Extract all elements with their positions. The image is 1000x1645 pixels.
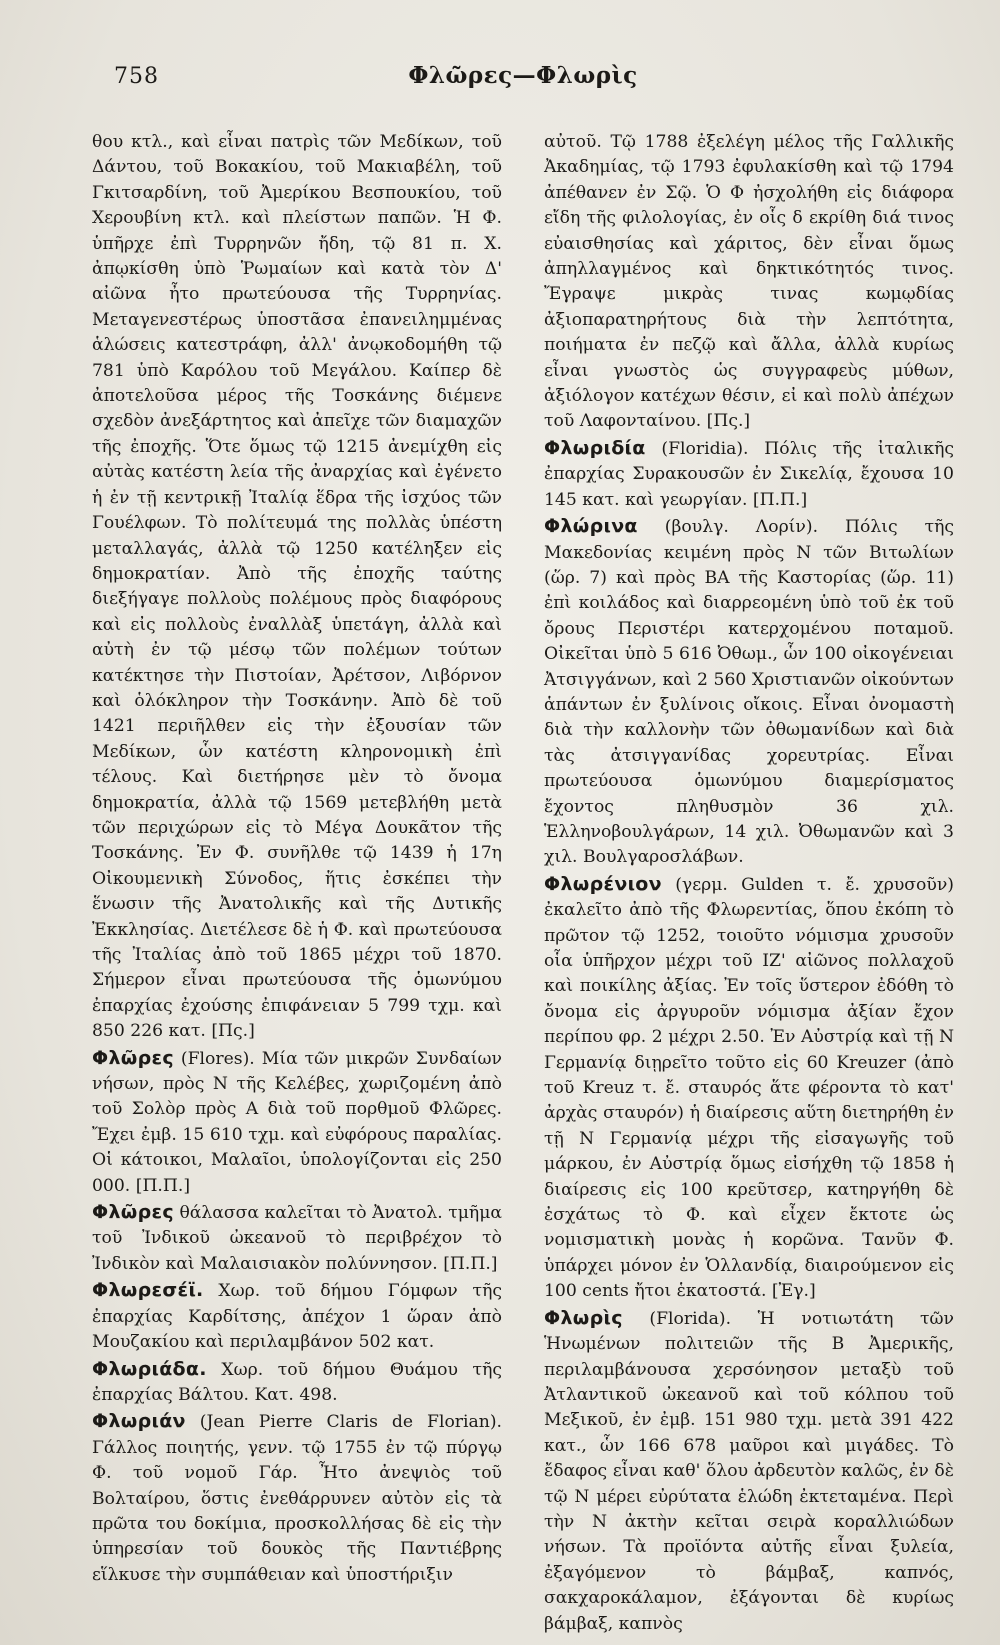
entry-flores-sea bbox=[92, 1200, 502, 1277]
right-column bbox=[544, 130, 954, 1637]
entry-florida bbox=[544, 1306, 954, 1637]
column-gutter bbox=[523, 130, 524, 1637]
entry-text: θου κτλ., καὶ εἶναι πατρὶς τῶν Μεδίκων, τοῦ Δάντου, τοῦ Βοκακίου, τοῦ Μακιαβέλη, τοῦ Γκιτσαρδίνη, τοῦ Ἀμερίκου Βεσπουκίου, τοῦ Χερουβίνη κτλ. καὶ πλείστων παπῶν. Ἡ Φ. ὑπῆρχε ἐπὶ Τυρρηνῶν ἤδη, τῷ 81 π. Χ. ἀπῳκίσθη ὑπὸ Ῥωμαίων καὶ κατὰ τὸν Δ' αἰῶνα ἦτο πρωτεύουσα τῆς Τυρρηνίας. Μεταγενεστέρως ὑποστᾶσα ἐπανειλημμένας ἁλώσεις κατεστράφη, ἀλλ' ἀνῳκοδομήθη τῷ 781 ὑπὸ Καρόλου τοῦ Μεγάλου. Καίπερ δὲ ἀποτελοῦσα μέρος τῆς Τοσκάνης διέμενε σχεδὸν ἀνεξάρτητος καὶ ἀπεῖχε τῶν διαμαχῶν τῆς ἐποχῆς. Ὅτε ὅμως τῷ 1215 ἀνεμίχθη εἰς αὐτὰς κατέστη λεία τῆς ἀναρχίας καὶ ἐγένετο ἡ ἐν τῇ κεντρικῇ Ἰταλίᾳ ἕδρα τῆς ἰσχύος τῶν Γουέλφων. Τὸ πολίτευμά της πολλὰς ὑπέστη μεταλλαγάς, ἀλλὰ τῷ 1250 κατέληξεν εἰς δημοκρατίαν. Ἀπὸ τῆς ἐποχῆς ταύτης διεξήγαγε πολλοὺς πολέμους πρὸς διαφόρους καὶ εἰς πολλοὺς ἐναλλὰξ ὑπετάγη, ἀλλὰ καὶ αὐτὴ ἐν τῷ μέσῳ τῶν πολέμων τούτων κατέκτησε τὴν Πιστοίαν, Ἀρέτσον, Λιβόρνον καὶ ὁλόκληρον τὴν Τοσκάνην. Ἀπὸ δὲ τοῦ 1421 περιῆλθεν εἰς τὴν ἐξουσίαν τῶν Μεδίκων, ὧν κατέστη κληρονομικὴ ἐπὶ τέλους. Καὶ διετήρησε μὲν τὸ ὄνομα δημοκρατία, ἀλλὰ τῷ 1569 μετεβλήθη μετὰ τῶν περιχώρων εἰς τὸ Μέγα Δουκᾶτον τῆς Τοσκάνης. Ἐν Φ. συνῆλθε τῷ 1439 ἡ 17η Οἰκουμενικὴ Σύνοδος, ἥτις ἐσκέπει τὴν ἕνωσιν τῆς Ἀνατολικῆς καὶ τῆς Δυτικῆς Ἐκκλησίας. Διετέλεσε δὲ ἡ Φ. καὶ πρωτεύουσα τῆς Ἰταλίας ἀπὸ τοῦ 1865 μέχρι τοῦ 1870. Σήμερον εἶναι πρωτεύουσα τῆς ὁμωνύμου ἐπαρχίας ἐχούσης ἐπιφάνειαν 5 799 τχμ. καὶ 850 226 κατ. [Πς.] bbox=[92, 132, 502, 1042]
entry-text: θάλασσα καλεῖται τὸ Ἀνατολ. τμῆμα τοῦ Ἰνδικοῦ ὠκεανοῦ τὸ περιβρέχον τὸ Ἰνδικὸν καὶ Μαλαισιακὸν πολύννησον. [Π.Π.] bbox=[92, 1203, 502, 1274]
entry-text: αὐτοῦ. Τῷ 1788 ἐξελέγη μέλος τῆς Γαλλικῆς Ἀκαδημίας, τῷ 1793 ἐφυλακίσθη καὶ τῷ 1794 ἀπέθανεν ἐν Σῷ. Ὁ Φ ἠσχολήθη εἰς διάφορα εἴδη τῆς φιλολογίας, ἐν οἷς δ εκρίθη διά τινος εὐαισθησίας καὶ χάριτος, δὲν εἶναι ὅμως ἀπηλλαγμένος καὶ δηκτικότητός τινος. Ἔγραψε μικρὰς τινας κωμῳδίας ἀξιοπαρατηρήτους διὰ τὴν λεπτότητα, ποιήματα ἐν πεζῷ καὶ ἄλλα, ἀλλὰ κυρίως εἶναι γνωστὸς ὡς συγγραφεὺς μύθων, ἀξιόλογον κατέχων θέσιν, εἰ καὶ πολὺ ἀπέχων τοῦ Λαφονταίνου. [Πς.] bbox=[544, 132, 954, 432]
entry-text: (βουλγ. Λορίν). Πόλις τῆς Μακεδονίας κειμένη πρὸς Ν τῶν Βιτωλίων (ὥρ. 7) καὶ πρὸς ΒΑ τῆς Καστορίας (ὥρ. 11) ἐπὶ κοιλάδος καὶ διαρρεομένη ὑπὸ τοῦ ἐκ τοῦ ὄρους Περιστέρι κατερχομένου ποταμοῦ. Οἰκεῖται ὑπὸ 5 616 Ὀθωμ., ὧν 100 οἰκογένειαι Ἀτσιγγάνων, καὶ 2 560 Χριστιανῶν οἰκούντων ἁπάντων ἐν ξυλίνοις οἴκοις. Εἶναι ὀνομαστὴ διὰ τὴν καλλονὴν τῶν ὀθωμανίδων καὶ διὰ τὰς ἀτσιγγανίδας χορευτρίας. Εἶναι πρωτεύουσα ὁμωνύμου διαμερίσματος ἔχοντος πληθυσμὸν 36 χιλ. Ἑλληνοβουλγάρων, 14 χιλ. Ὀθωμανῶν καὶ 3 χιλ. Βουλγαροσλάβων. bbox=[544, 517, 954, 868]
running-head bbox=[92, 56, 954, 96]
entry-text: (Floridia). Πόλις τῆς ἰταλικῆς ἐπαρχίας Συρακουσῶν ἐν Σικελίᾳ, ἔχουσα 10 145 κατ. καὶ γεωργίαν. [Π.Π.] bbox=[544, 438, 954, 510]
entry-headword: Φλωριδία bbox=[544, 436, 646, 459]
text-columns bbox=[92, 130, 954, 1637]
entry-floresei bbox=[92, 1278, 502, 1355]
entry-continuation bbox=[92, 130, 502, 1045]
entry-floriada bbox=[92, 1357, 502, 1409]
entry-florenion bbox=[544, 872, 954, 1305]
entry-text: Χωρ. τοῦ δήμου Γόμφων τῆς ἐπαρχίας Καρδίτσης, ἀπέχον 1 ὥραν ἀπὸ Μουζακίου καὶ περιλαμβάνον 502 κατ. bbox=[92, 1281, 502, 1353]
entry-headword: Φλωριάν bbox=[92, 1410, 186, 1433]
entry-headword: Φλῶρες bbox=[92, 1046, 174, 1069]
entry-floridia bbox=[544, 436, 954, 513]
entry-headword: Φλωριάδα. bbox=[92, 1357, 207, 1380]
entry-headword: Φλῶρες bbox=[92, 1201, 174, 1224]
entry-flores bbox=[92, 1046, 502, 1199]
entry-text: (Flores). Μία τῶν μικρῶν Συνδαίων νήσων, πρὸς Ν τῆς Κελέβες, χωριζομένη ἀπὸ τοῦ Σολὸρ πρὸς Α διὰ τοῦ πορθμοῦ Φλῶρες. Ἔχει ἐμβ. 15 610 τχμ. καὶ εὐφόρους παραλίας. Οἱ κάτοικοι, Μαλαῖοι, ὑπολογίζονται εἰς 250 000. [Π.Π.] bbox=[92, 1048, 502, 1196]
page-number: 758 bbox=[114, 64, 159, 89]
entry-text: (Florida). Ἡ νοτιωτάτη τῶν Ἡνωμένων πολιτειῶν τῆς Β Ἀμερικῆς, περιλαμβάνουσα χερσόνησον μεταξὺ τοῦ Ἀτλαντικοῦ ὠκεανοῦ καὶ τοῦ κόλπου τοῦ Μεξικοῦ, ἐν ἐμβ. 151 980 τχμ. μετὰ 391 422 κατ., ὧν 166 678 μαῦροι καὶ μιγάδες. Τὸ ἔδαφος εἶναι καθ' ὅλου ἀρδευτὸν καλῶς, ἐν δὲ τῷ Ν μέρει εὐρύτατα ἑλώδη ἐκτεταμένα. Περὶ τὴν Ν ἀκτὴν κεῖται σειρὰ κοραλλιώδων νήσων. Τὰ προϊόντα αὐτῆς εἶναι ξυλεία, ἐξαγόμενον τὸ βάμβαξ, καπνός, σακχαροκάλαμον, ἐξάγονται δὲ κυρίως βάμβαξ, καπνὸς bbox=[544, 1308, 954, 1634]
entry-florian bbox=[92, 1409, 502, 1588]
entry-text: (γερμ. Gulden τ. ἔ. χρυσοῦν) ἐκαλεῖτο ἀπὸ τῆς Φλωρεντίας, ὅπου ἐκόπη τὸ πρῶτον τῷ 1252, τοιοῦτο νόμισμα χρυσοῦν οἷα ὑπῆρχον μέχρι τοῦ ΙΖ' αἰῶνος πολλαχοῦ καὶ ποικίλης ἀξίας. Ἐν τοῖς ὕστερον ἐδόθη τὸ ὄνομα εἰς ἀργυροῦν νόμισμα ἀξίαν ἔχον περίπου φρ. 2 μέχρι 2.50. Ἐν Αὐστρίᾳ καὶ τῇ Ν Γερμανίᾳ διῃρεῖτο τοῦτο εἰς 60 Kreuzer (ἀπὸ τοῦ Kreuz τ. ἔ. σταυρός ἅτε φέροντα τὸ κατ' ἀρχὰς σταυρόν) ἡ διαίρεσις αὕτη διετηρήθη ἐν τῇ Ν Γερμανίᾳ μέχρι τῆς εἰσαγωγῆς τοῦ μάρκου, ἐν Αὐστρίᾳ ὅμως εἰσήχθη τῷ 1858 ἡ διαίρεσις εἰς 100 κρεῦτσερ, κατηργήθη δὲ ἐσχάτως τὸ Φ. καὶ εἶχεν ἔκτοτε ὡς νομισματικὴ μονὰς ἡ κορῶνα. Τανῦν Φ. ὑπάρχει μόνον ἐν Ὁλλανδίᾳ, διαιρούμενον εἰς 100 cents ἤτοι ἑκατοστά. [Ἐγ.] bbox=[544, 874, 954, 1302]
running-head-title: Φλῶρες—Φλωρὶς bbox=[408, 62, 638, 89]
entry-text: Χωρ. τοῦ δήμου Θυάμου τῆς ἐπαρχίας Βάλτου. Κατ. 498. bbox=[92, 1359, 502, 1405]
entry-florina bbox=[544, 514, 954, 871]
entry-headword: Φλωρένιον bbox=[544, 872, 662, 895]
entry-headword: Φλωρὶς bbox=[544, 1306, 623, 1329]
entry-headword: Φλωρεσέϊ. bbox=[92, 1279, 204, 1302]
left-column bbox=[92, 130, 502, 1637]
entry-text: (Jean Pierre Claris de Florian). Γάλλος ποιητής, γενν. τῷ 1755 ἐν τῷ πύργῳ Φ. τοῦ νομοῦ Γάρ. Ἦτο ἀνεψιὸς τοῦ Βολταίρου, ὅστις ἐνεθάρρυνεν αὐτὸν εἰς τὰ πρῶτα του δοκίμια, προσκολλήσας δὲ εἰς τὴν ὑπηρεσίαν τοῦ δουκὸς τῆς Παντιέβρης εἵλκυσε τὴν συμπάθειαν καὶ ὑποστήριξιν bbox=[92, 1412, 502, 1585]
entry-continuation bbox=[544, 130, 954, 435]
entry-headword: Φλώρινα bbox=[544, 515, 638, 538]
